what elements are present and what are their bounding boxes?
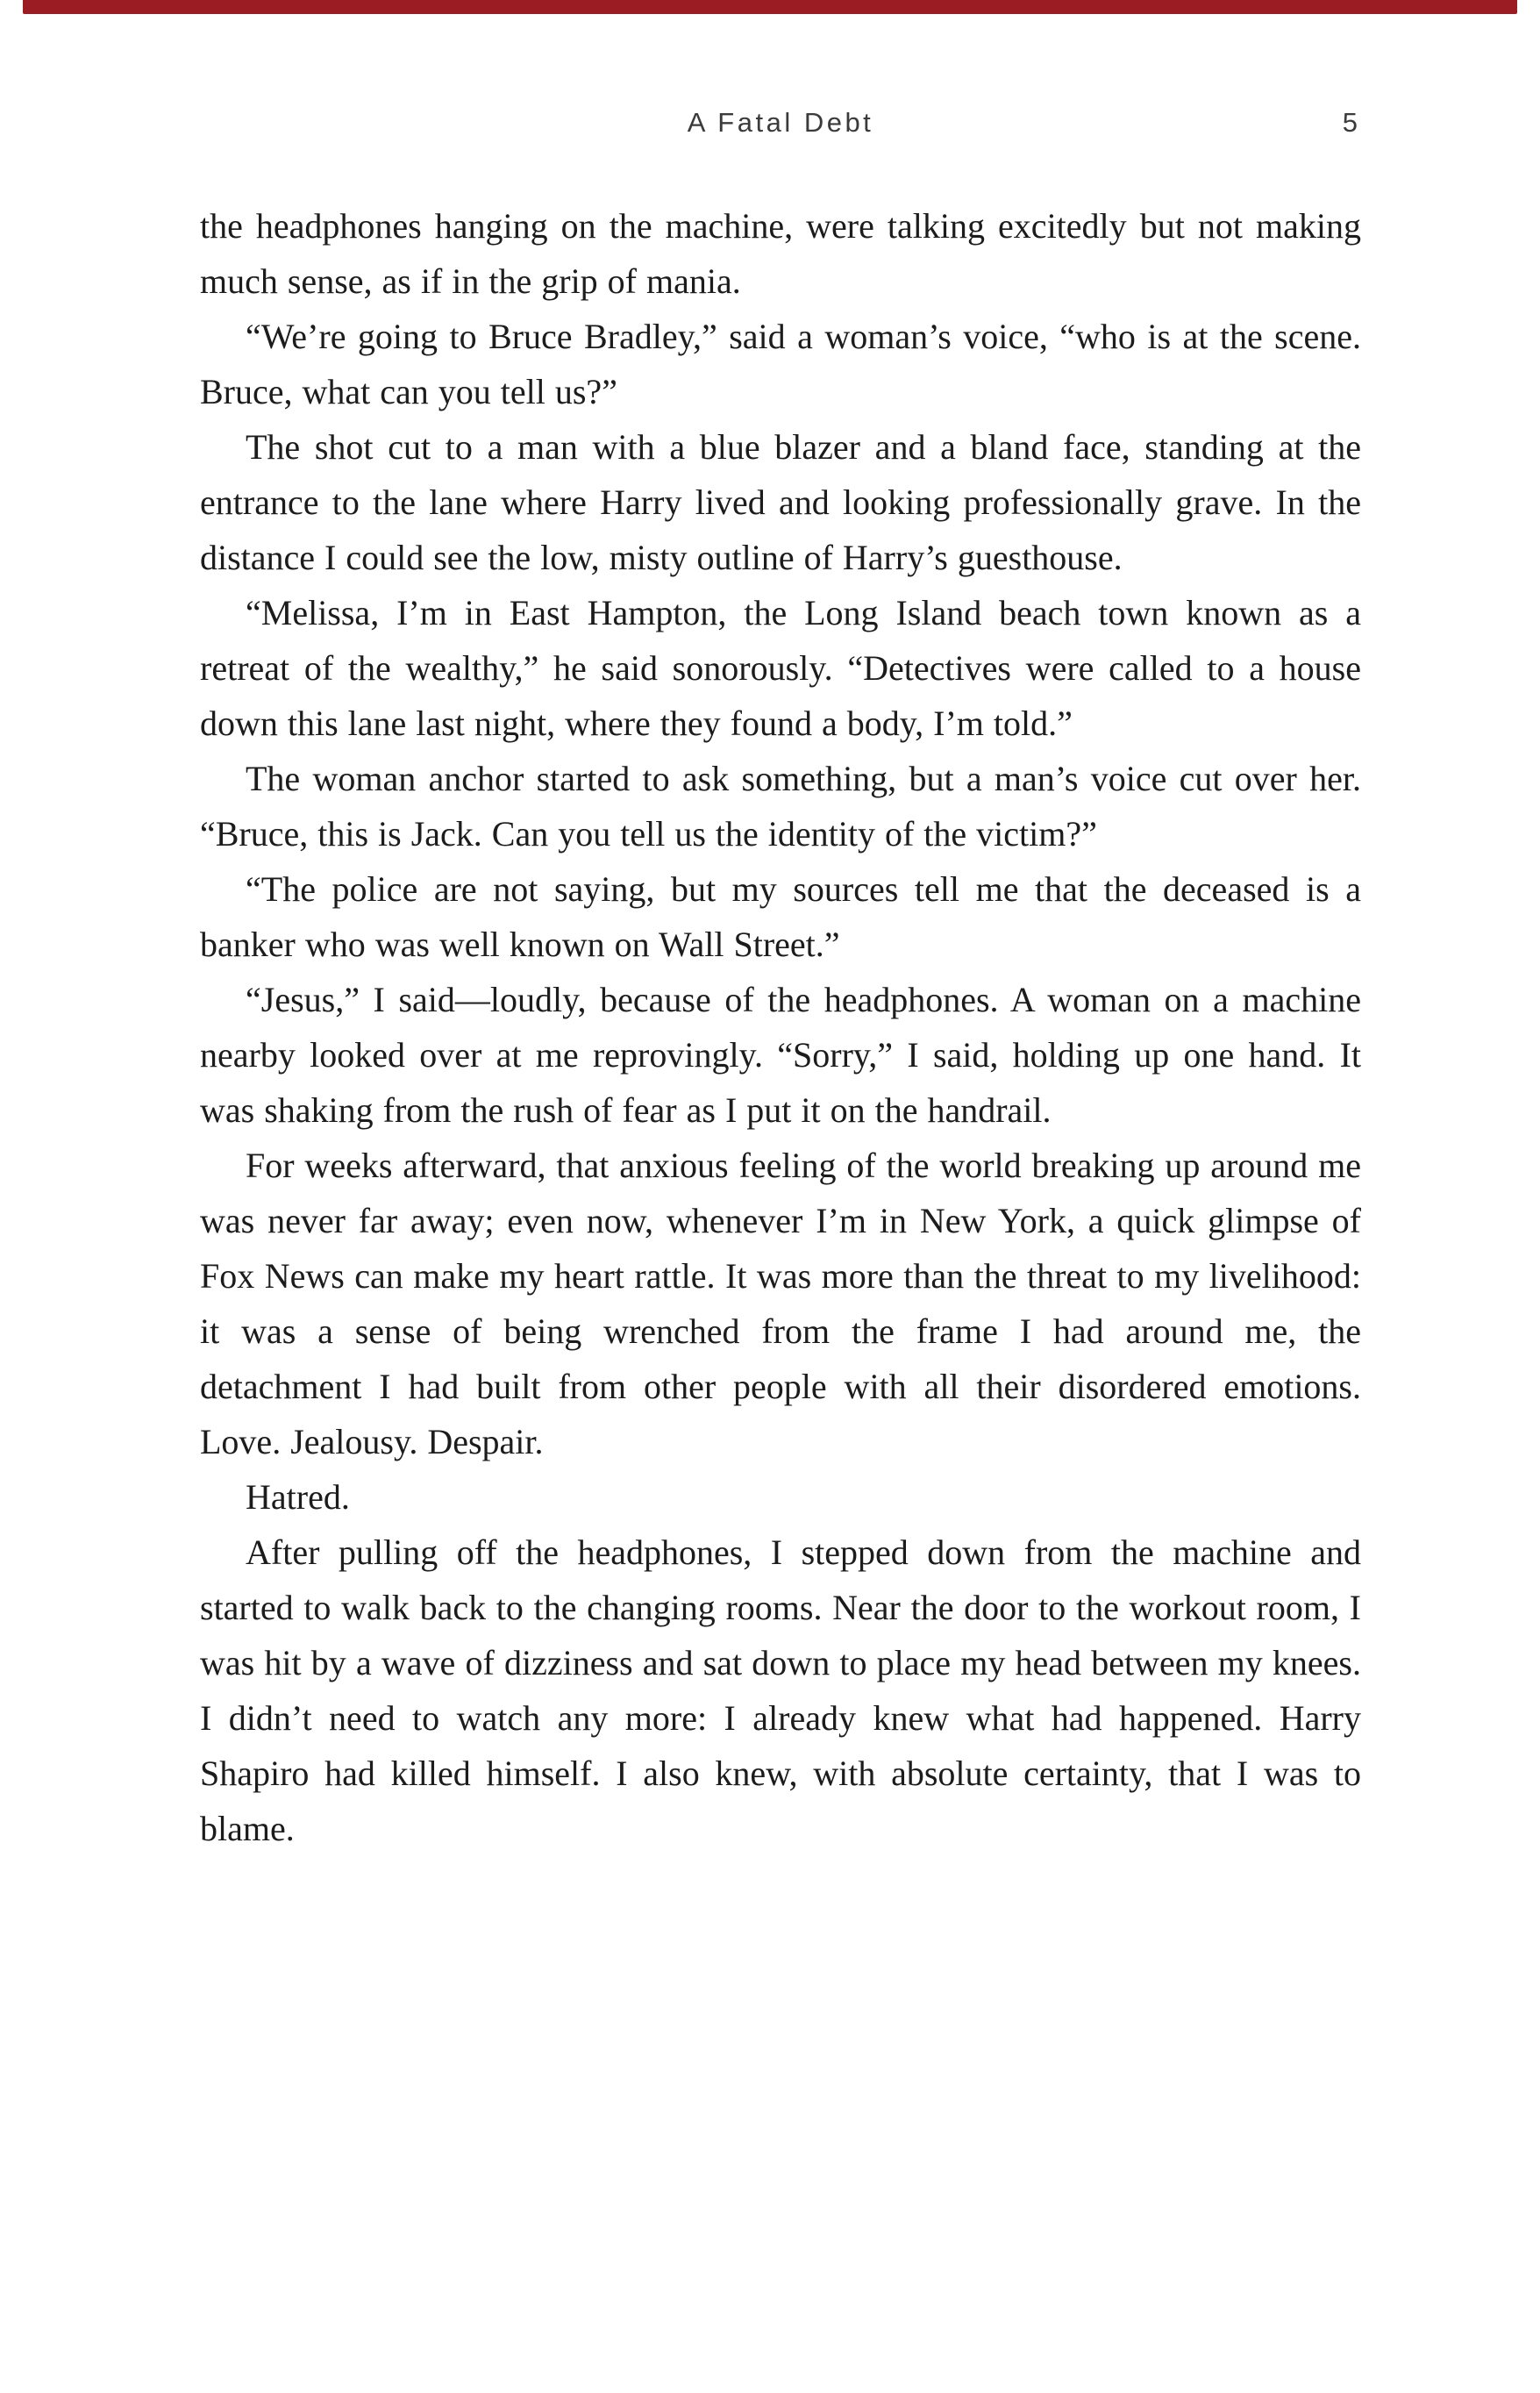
paragraph-9: Hatred. xyxy=(246,1477,350,1517)
paragraph-10: After pulling off the headphones, I stepped down from the machine and started to walk back to the changing rooms. Near the door to the workout room, I was hit by a wave of dizziness and sat down to place my head between my knees. I didn’t need to watch any more: I already knew what had happened. Harry Shapiro had killed himself. I also knew, with absolute certainty, that I was to blame. xyxy=(200,1532,1361,1848)
paragraph-2: “We’re going to Bruce Bradley,” said a woman’s voice, “who is at the scene. Bruce, what can you tell us?” xyxy=(200,317,1361,411)
top-edge-stripe xyxy=(23,0,1517,14)
body-text xyxy=(200,198,1361,1856)
page-number: 5 xyxy=(1342,107,1358,138)
paragraph-5: The woman anchor started to ask something, but a man’s voice cut over her. “Bruce, this is Jack. Can you tell us the identity of the victim?” xyxy=(200,759,1361,854)
running-title: A Fatal Debt xyxy=(687,107,874,138)
paragraph-7: “Jesus,” I said—loudly, because of the headphones. A woman on a machine nearby looked over at me reprovingly. “Sorry,” I said, holding up one hand. It was shaking from the rush of fear as I put it on the handrail. xyxy=(200,980,1361,1130)
paragraph-6: “The police are not saying, but my sources tell me that the deceased is a banker who was well known on Wall Street.” xyxy=(200,869,1361,964)
paragraph-8: For weeks afterward, that anxious feeling of the world breaking up around me was never far away; even now, whenever I’m in New York, a quick glimpse of Fox News can make my heart rattle. It was more than the threat to my livelihood: it was a sense of being wrenched from the frame I had around me, the detachment I had built from other people with all their disordered emotions. Love. Jealousy. Despair. xyxy=(200,1146,1361,1461)
page-header xyxy=(200,107,1361,146)
paragraph-1: the headphones hanging on the machine, were talking excitedly but not making much sense, as if in the grip of mania. xyxy=(200,206,1361,301)
paragraph-3: The shot cut to a man with a blue blazer and a bland face, standing at the entrance to the lane where Harry lived and looking professionally grave. In the distance I could see the low, misty outline of Harry’s guesthouse. xyxy=(200,427,1361,577)
paragraph-4: “Melissa, I’m in East Hampton, the Long Island beach town known as a retreat of the wealthy,” he said sonorously. “Detectives were called to a house down this lane last night, where they found a body, I’m told.” xyxy=(200,593,1361,743)
